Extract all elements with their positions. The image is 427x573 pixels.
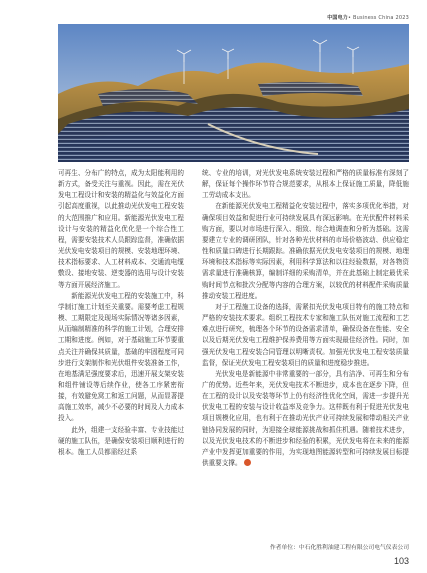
paragraph-last <box>202 369 409 469</box>
paragraph-text: 光伏发电是新能源中非常重要的一部分，具有洁净、可再生和分布广的优势。近些年来，光伏发电技术不断进步，成本也在逐步下降，但在工程的设计以及安装等环节上仍有经济性优化空间，需进一步提升光伏发电工程的安装与设计收益率及竞争力。这样既有利于促进光伏发电项目规模化应用，也有利于在推动光伏产业可持续发展和带动相关产业链协同发展的同时，为迎接全球能源挑战和抓住机遇。随着技术进步，以及光伏发电技术的不断进步和经验的积累，光伏发电将在未来的能源产业中发挥更加重要的作用，为实现地图能源转型和可持续发展目标提供重要支撑。 <box>202 369 409 468</box>
paragraph: 在新能源光伏发电工程精益化安装过程中，落实多项优化举措，对确保项目效益和促进行业可持续发展具有深远影响。在光伏配件材料采购方面，要以对市场进行深入、细致、综合地调查和分析为基础。这需要建立专业的调研团队，针对各种光伏材料的市场价格波动、供应稳定性和质量口碑进行长期跟踪。准确依据光伏发电安装项目的规模、地理环境和技术指标等实际因素，利用科学算法和以往经验数据，对各物资需求量进行准确核算，编制详细的采购清单，并在此基础上制定最优采购时间节点和批次分配等内容的合理方案，以较优的材料配件采购质量推动安装工程进度。 <box>202 202 409 300</box>
paragraph: 新能源光伏发电工程的安装施工中，科学制订施工计划至关重要。需要考虑工程规模、工期限定及现场实际情况等诸多因素，从而编制精准的科学的施工计划，合理安排工期和进度。例如，对于基础施工环节要重点关注并确保其质量，基础的牢固程度可同步进行支架制作和光伏组件安装准备工作，在地基满足强度要求后，迅速开展支架安装和组件铺设等后续作业，使各工序紧密衔接，有效避免窝工和返工问题，从而显著提高施工效率，减少不必要的时间及人力成本投入。 <box>58 291 184 423</box>
article-right-column <box>202 168 409 469</box>
solar-farm-mountain-photo <box>58 24 409 162</box>
solar-farm-photo <box>58 24 409 162</box>
page-number: 103 <box>393 556 409 566</box>
author-affiliation: 作者单位：中石化胜利油建工程有限公司电气仪表公司 <box>269 545 409 551</box>
article-left-column <box>58 168 184 458</box>
running-header <box>327 14 409 21</box>
magazine-subtitle: • Business China 2023 <box>348 15 409 21</box>
paragraph: 对于工程施工设备的选择，需紧扣光伏发电项目特有的施工特点和严格的安装技术要求。组织工程技术专家和施工队伍对施工流程和工艺难点进行研究，梳理各个环节的设备需求清单，确保设备在性能、安全以及后期光伏发电工程维护保养费用等方面实现最佳经济性。同时，加强光伏发电工程安装合同管理以明晰责权。加强光伏发电工程安装质量监督，保证光伏发电工程安装项目的质量和进度稳步推进。 <box>202 302 409 367</box>
paragraph: 可再生、分布广的特点，成为太阳能利用的新方式，备受关注与重视。因此，需在光伏发电工程设计和安装的精益化与效益化方面引起高度重视，以此推动光伏发电工程安装的大范围推广和应用。新能源光伏发电工程设计与安装的精益化优化是一个综合性工程，需要安装技术人员跟踪监督，准确依据光伏发电安装项目的规模、安装地理环境、技术指标要求、人工材料成本、交通流电缆敷设、接地安装、逆变器的选用与设计安装等方面开展经济施工。 <box>58 169 184 289</box>
paragraph: 此外，组建一支经验丰富、专业技能过硬的施工队伍，是确保安装项目顺利进行的根本。施工人员都需经过系 <box>58 425 184 456</box>
magazine-name: 中国电力 <box>327 15 349 21</box>
paragraph: 统、专业的培训，对光伏发电系统安装过程和严格的质量标准有深刻了解，保证每个操作环节符合规范要求，从根本上保证施工质量，降低施工劳动成本支出。 <box>202 169 409 200</box>
end-mark-icon <box>244 459 251 466</box>
